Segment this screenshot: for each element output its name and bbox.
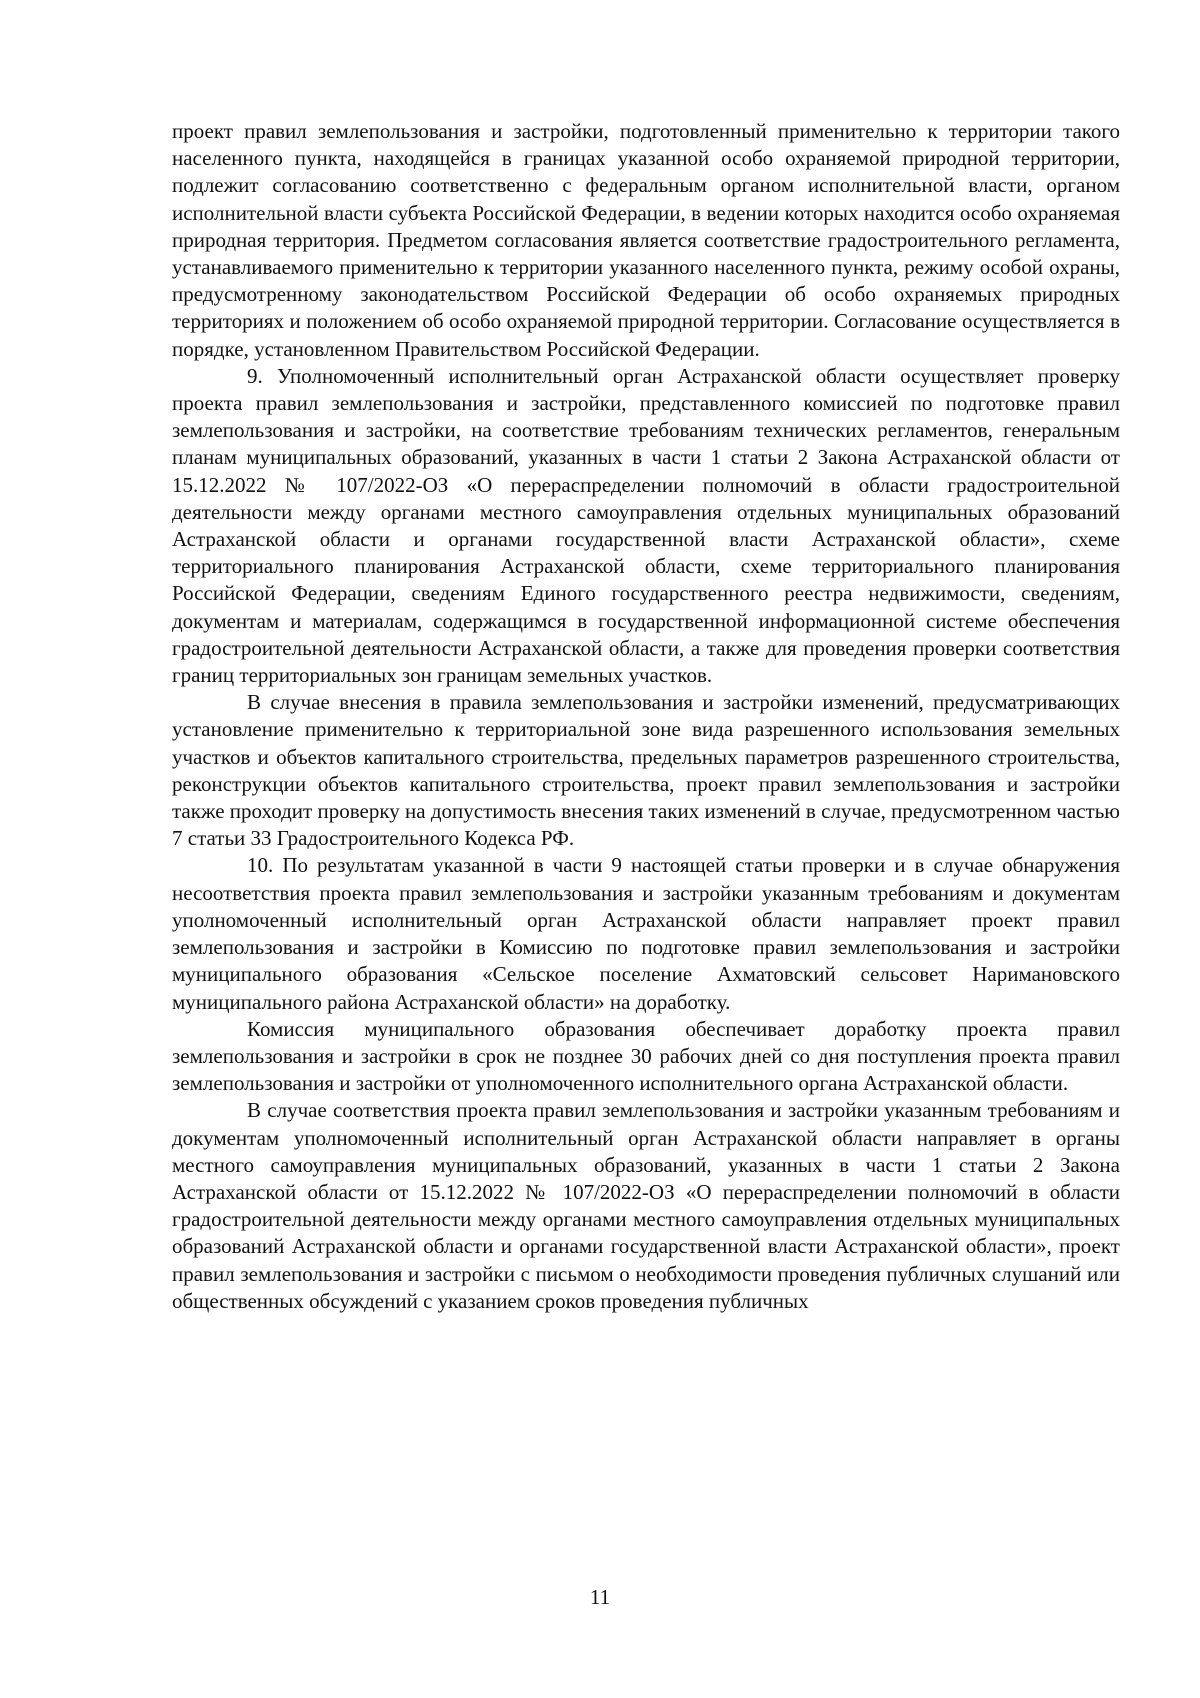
paragraph-continuation: проект правил землепользования и застройки, подготовленный применительно к территории такого населенного пункта, находящейся в границах указанной особо охраняемой природной территории, подлежит согласованию соответственно с федеральным органом исполнительной власти, органом исполнительной власти субъекта Российской Федерации, в ведении которых находится особо охраняемая природная территория. Предметом согласования является соответствие градостроительного регламента, устанавливаемого применительно к территории указанного населенного пункта, режиму особой охраны, предусмотренному законодательством Российской Федерации об особо охраняемых природных территориях и положением об особо охраняемой природной территории. Согласование осуществляется в порядке, установленном Правительством Российской Федерации. bbox=[172, 119, 1120, 361]
page-number: 11 bbox=[589, 1585, 611, 1609]
paragraph-item-10: 10. По результатам указанной в части 9 настоящей статьи проверки и в случае обнаружения несоответствия проекта правил землепользования и застройки указанным требованиям и документам уполномоченный исполнительный орган Астраханской области направляет проект правил землепользования и застройки в Комиссию по подготовке правил землепользования и застройки муниципального образования «Сельское поселение Ахматовский сельсовет Наримановского муниципального района Астраханской области» на доработку. bbox=[172, 853, 1120, 1014]
paragraph-item-9: 9. Уполномоченный исполнительный орган Астраханской области осуществляет проверку проекта правил землепользования и застройки, представленного комиссией по подготовке правил землепользования и застройки, на соответствие требованиям технических регламентов, генеральным планам муниципальных образований, указанных в части 1 статьи 2 Закона Астраханской области от 15.12.2022 № 107/2022-ОЗ «О перераспределении полномочий в области градостроительной деятельности между органами местного самоуправления отдельных муниципальных образований Астраханской области и органами государственной власти Астраханской области», схеме территориального планирования Астраханской области, схеме территориального планирования Российской Федерации, сведениям Единого государственного реестра недвижимости, сведениям, документам и материалам, содержащимся в государственной информационной системе обеспечения градостроительной деятельности Астраханской области, а также для проведения проверки соответствия границ территориальных зон границам земельных участков. bbox=[172, 363, 1120, 688]
paragraph-commission-revision: Комиссия муниципального образования обеспечивает доработку проекта правил землепользования и застройки в срок не позднее 30 рабочих дней со дня поступления проекта правил землепользования и застройки от уполномоченного исполнительного органа Астраханской области. bbox=[172, 1016, 1120, 1096]
paragraph-changes-check: В случае внесения в правила землепользования и застройки изменений, предусматривающих установление применительно к территориальной зоне вида разрешенного использования земельных участков и объектов капитального строительства, предельных параметров разрешенного строительства, реконструкции объектов капитального строительства, проект правил землепользования и застройки также проходит проверку на допустимость внесения таких изменений в случае, предусмотренном частью 7 статьи 33 Градостроительного Кодекса РФ. bbox=[172, 690, 1120, 851]
document-body bbox=[172, 118, 1120, 1315]
paragraph-compliance-case: В случае соответствия проекта правил землепользования и застройки указанным требованиям и документам уполномоченный исполнительный орган Астраханской области направляет в органы местного самоуправления муниципальных образований, указанных в части 1 статьи 2 Закона Астраханской области от 15.12.2022 № 107/2022-ОЗ «О перераспределении полномочий в области градостроительной деятельности между органами местного самоуправления отдельных муниципальных образований Астраханской области и органами государственной власти Астраханской области», проект правил землепользования и застройки с письмом о необходимости проведения публичных слушаний или общественных обсуждений с указанием сроков проведения публичных bbox=[172, 1098, 1120, 1313]
